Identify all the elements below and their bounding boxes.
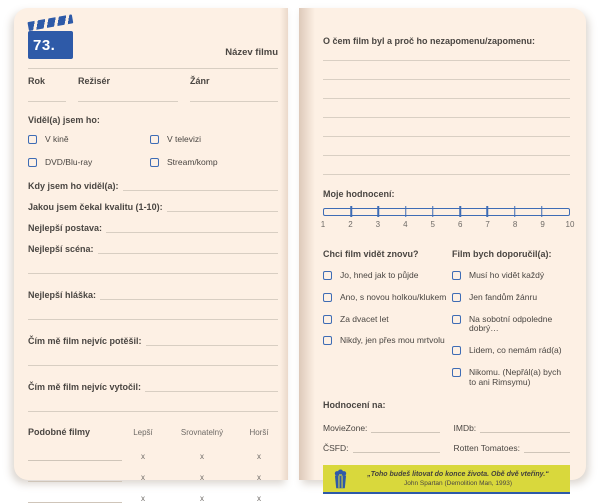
left-page: [14, 8, 288, 503]
similar-film-input-line[interactable]: [28, 460, 122, 461]
quote-text-block: [356, 471, 560, 487]
mark-comparable[interactable]: x: [200, 451, 204, 461]
about-input-line[interactable]: [323, 46, 570, 61]
mark-worse[interactable]: x: [257, 493, 261, 503]
when-seen-input-line[interactable]: [123, 182, 278, 191]
similar-film-row: [28, 482, 278, 503]
best-quote-input-line[interactable]: [100, 291, 278, 300]
annoyed-input-line[interactable]: [145, 383, 278, 392]
option-label: Ano, s novou holkou/klukem: [340, 291, 447, 302]
genre-input-line[interactable]: [190, 101, 278, 102]
seen-option-label: DVD/Blu-ray: [45, 156, 93, 167]
checkbox-icon[interactable]: [150, 135, 159, 144]
checkbox-icon[interactable]: [150, 158, 159, 167]
left-page-header: [28, 18, 278, 59]
journal-spread: [14, 8, 586, 503]
checkbox-icon[interactable]: [452, 293, 461, 302]
when-seen-field: [28, 181, 278, 191]
option-label: Na sobotní odpoledne dobrý…: [469, 313, 553, 334]
film-title-label: Název filmu: [225, 47, 278, 58]
pleased-input-line2[interactable]: [28, 346, 278, 366]
similar-film-marks: [122, 452, 278, 461]
recommend-option[interactable]: [452, 346, 570, 356]
best-scene-field: [28, 244, 278, 254]
film-title-line[interactable]: [28, 68, 278, 69]
about-input-line[interactable]: [323, 156, 570, 175]
scale-number: 7: [485, 220, 490, 229]
scale-number: 5: [430, 220, 435, 229]
mark-better[interactable]: x: [141, 451, 145, 461]
seen-section-label: Viděl(a) jsem ho:: [28, 115, 100, 125]
clapperboard-icon: [28, 18, 76, 59]
expected-quality-label: Jakou jsem čekal kvalitu (1-10):: [28, 201, 163, 212]
annoyed-label: Čím mě film nejvíc vytočil:: [28, 381, 142, 392]
checkbox-icon[interactable]: [323, 271, 332, 280]
watch-again-column: [323, 249, 452, 387]
quote-text: „Toho budeš litovat do konce života. Obě dvě vteřiny.“: [367, 470, 549, 478]
clapperboard-top-icon: [27, 14, 73, 31]
year-label: Rok: [28, 76, 46, 86]
scale-number: 6: [457, 220, 463, 229]
scale-tick: [487, 206, 489, 217]
similar-film-marks: [122, 473, 278, 482]
similar-film-row: [28, 440, 278, 461]
genre-field: [190, 76, 278, 102]
csfd-input-line[interactable]: [353, 451, 440, 453]
scale-tick: [432, 206, 434, 217]
annoyed-field: [28, 382, 278, 392]
annoyed-input-line2[interactable]: [28, 392, 278, 412]
similar-film-marks: [122, 494, 278, 503]
year-field: [28, 76, 66, 102]
recommend-option[interactable]: [452, 293, 570, 303]
when-seen-label: Kdy jsem ho viděl(a):: [28, 180, 119, 191]
scale-number: 3: [375, 220, 381, 229]
film-quote-box: [323, 465, 570, 494]
scale-tick: [459, 206, 461, 217]
seen-option-label: Stream/komp: [167, 156, 218, 167]
pleased-field: [28, 336, 278, 346]
watch-again-option[interactable]: [323, 315, 452, 325]
best-character-label: Nejlepší postava:: [28, 222, 103, 233]
moviezone-field: [323, 413, 440, 433]
column-worse-label: Horší: [249, 427, 269, 437]
rotten-tomatoes-label: Rotten Tomatoes:: [453, 443, 520, 454]
about-input-line[interactable]: [323, 118, 570, 137]
year-input-line[interactable]: [28, 101, 66, 102]
quote-attribution: John Spartan (Demolition Man, 1993): [403, 479, 513, 487]
checkbox-icon[interactable]: [452, 368, 461, 377]
similar-film-input-line[interactable]: [28, 502, 122, 503]
recommend-column: [452, 249, 570, 387]
about-input-line[interactable]: [323, 61, 570, 80]
best-scene-input-line[interactable]: [98, 245, 278, 254]
similar-film-input-line[interactable]: [28, 481, 122, 482]
expected-quality-field: [28, 202, 278, 212]
ratings-on-label: Hodnocení na:: [323, 400, 386, 411]
checkbox-icon[interactable]: [28, 135, 37, 144]
rating-scale-numbers: [320, 220, 575, 230]
recommend-option[interactable]: [452, 368, 570, 388]
director-input-line[interactable]: [78, 101, 178, 102]
imdb-field: [454, 413, 571, 433]
director-label: Režisér: [78, 76, 111, 86]
seen-option-cinema[interactable]: [28, 135, 150, 145]
best-quote-field: [28, 290, 278, 300]
csfd-field: [323, 433, 440, 453]
choices-section: [323, 249, 570, 387]
seen-option-label: V kině: [45, 134, 69, 144]
checkbox-icon[interactable]: [452, 271, 461, 280]
watch-again-option[interactable]: [323, 271, 452, 281]
recommend-option[interactable]: [452, 271, 570, 281]
pleased-input-line[interactable]: [146, 337, 278, 346]
rotten-tomatoes-field: [454, 433, 571, 453]
watch-again-label: Chci film vidět znovu?: [323, 249, 419, 259]
mark-worse[interactable]: x: [257, 451, 261, 461]
checkbox-icon[interactable]: [452, 315, 461, 324]
column-comparable-label: Srovnatelný: [180, 427, 224, 437]
scale-number: 2: [348, 220, 353, 229]
watch-again-option[interactable]: [323, 293, 452, 303]
imdb-label: IMDb:: [453, 423, 477, 434]
option-label: Jen fandům žánru: [469, 291, 538, 302]
meta-fields-row: [28, 76, 278, 102]
mark-comparable[interactable]: x: [200, 472, 204, 482]
scale-tick: [350, 206, 352, 217]
pleased-label: Čím mě film nejvíc potěšil:: [28, 335, 142, 346]
similar-films-columns: [122, 428, 278, 437]
about-input-line[interactable]: [323, 80, 570, 99]
option-label: Za dvacet let: [340, 313, 389, 324]
recommend-label: Film bych doporučil(a):: [452, 249, 552, 259]
mark-better[interactable]: x: [141, 472, 145, 482]
scale-tick: [541, 206, 543, 217]
checkbox-icon[interactable]: [323, 315, 332, 324]
csfd-label: ČSFD:: [323, 443, 349, 454]
best-scene-input-line2[interactable]: [28, 254, 278, 274]
rating-sites: [323, 413, 570, 453]
scale-number: 1: [320, 220, 326, 229]
scale-tick: [514, 206, 516, 217]
popcorn-icon: [333, 469, 348, 489]
rotten-tomatoes-input-line[interactable]: [524, 451, 570, 453]
about-film-label: O čem film byl a proč ho nezapomenu/zapomenu:: [323, 36, 536, 46]
checkbox-icon[interactable]: [452, 346, 461, 355]
scale-tick: [378, 206, 380, 217]
checkbox-icon[interactable]: [323, 293, 332, 302]
option-label: Nikdy, jen přes mou mrtvolu: [340, 335, 445, 346]
option-label: Musí ho vidět každý: [469, 270, 545, 280]
recommend-option[interactable]: [452, 315, 570, 335]
entry-number: 73.: [28, 31, 73, 59]
scale-number: 8: [512, 220, 518, 229]
similar-films-header: [28, 427, 278, 437]
right-page: [299, 8, 586, 487]
expected-quality-input-line[interactable]: [167, 203, 278, 212]
option-label: Nikomu. (Nepřál(a) bych to ani Rimsymu): [469, 366, 562, 387]
best-quote-label: Nejlepší hláška:: [28, 289, 97, 300]
checkbox-icon[interactable]: [323, 336, 332, 345]
genre-label: Žánr: [190, 76, 210, 86]
scale-number: 10: [565, 220, 575, 229]
column-better-label: Lepší: [133, 427, 153, 437]
about-input-line[interactable]: [323, 99, 570, 118]
watch-again-option[interactable]: [323, 336, 452, 346]
similar-film-row: [28, 461, 278, 482]
seen-option-label: V televizi: [167, 134, 202, 144]
best-character-input-line[interactable]: [106, 224, 278, 233]
best-scene-label: Nejlepší scéna:: [28, 243, 94, 254]
rating-scale[interactable]: [323, 208, 570, 216]
scale-tick: [405, 206, 407, 217]
option-label: Jo, hned jak to půjde: [340, 270, 419, 280]
mark-comparable[interactable]: x: [200, 493, 204, 503]
option-label: Lidem, co nemám rád(a): [469, 345, 562, 356]
scale-number: 9: [540, 220, 545, 229]
seen-option-stream[interactable]: [150, 158, 278, 168]
director-field: [78, 76, 178, 102]
similar-films-label: Podobné filmy: [28, 426, 91, 437]
seen-option-tv[interactable]: [150, 135, 278, 145]
mark-worse[interactable]: x: [257, 472, 261, 482]
best-character-field: [28, 223, 278, 233]
my-rating-label: Moje hodnocení:: [323, 189, 395, 199]
seen-options: [28, 135, 278, 168]
seen-option-dvd[interactable]: [28, 158, 150, 168]
moviezone-label: MovieZone:: [323, 423, 368, 434]
checkbox-icon[interactable]: [28, 158, 37, 167]
best-quote-input-line2[interactable]: [28, 300, 278, 320]
mark-better[interactable]: x: [141, 493, 145, 503]
scale-number: 4: [403, 220, 408, 229]
about-input-line[interactable]: [323, 137, 570, 156]
